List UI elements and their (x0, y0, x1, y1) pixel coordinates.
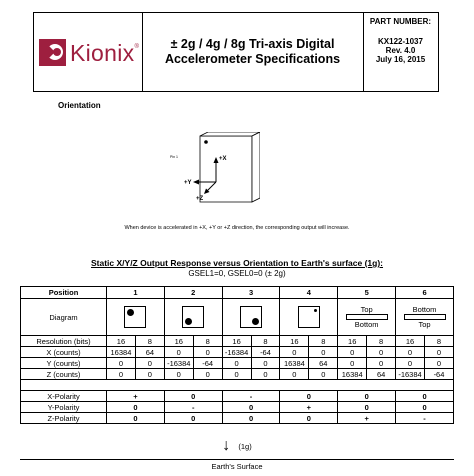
table-cell: 16 (107, 336, 136, 347)
table-cell: 0 (367, 347, 396, 358)
static-output-title: Static X/Y/Z Output Response versus Orientation to Earth's surface (1g): (90, 258, 384, 268)
polarity-cell: 0 (280, 413, 338, 424)
pin1-label: Pin 1 (170, 155, 178, 159)
table-cell: 0 (193, 369, 222, 380)
revision-date: July 16, 2015 (375, 55, 426, 64)
row-label: X (counts) (21, 347, 107, 358)
table-cell: 0 (280, 369, 309, 380)
position-1: 1 (107, 287, 165, 299)
table-cell: -16384 (396, 369, 425, 380)
earth-surface-label: Earth's Surface (211, 462, 263, 471)
package-square (240, 306, 262, 328)
static-output-subtitle: GSEL1=0, GSEL0=0 (± 2g) (188, 269, 286, 278)
table-cell: 64 (135, 347, 164, 358)
row-label: Z (counts) (21, 369, 107, 380)
polarity-row (21, 402, 454, 413)
table-cell: -16384 (164, 358, 193, 369)
table-cell: 16384 (107, 347, 136, 358)
table-cell: -64 (424, 369, 453, 380)
polarity-cell: - (164, 402, 222, 413)
p6-top-label: Bottom (412, 305, 437, 314)
diagram-position-5 (338, 299, 396, 336)
table-cell: -16384 (222, 347, 251, 358)
package-square (124, 306, 146, 328)
table-cell: 8 (193, 336, 222, 347)
logo-cell (34, 13, 143, 91)
x-axis-label: +X (219, 156, 227, 162)
table-cell: 0 (107, 369, 136, 380)
table-cell: 0 (193, 347, 222, 358)
polarity-cell: 0 (396, 402, 454, 413)
p5-bottom-label: Bottom (354, 320, 379, 329)
position-3: 3 (222, 287, 280, 299)
polarity-row (21, 391, 454, 402)
kionix-logo: Kionix® (70, 40, 140, 66)
pin1-dot (252, 318, 259, 325)
row-label: Y (counts) (21, 358, 107, 369)
polarity-cell: + (338, 413, 396, 424)
polarity-cell: 0 (338, 391, 396, 402)
table-cell: 0 (338, 347, 367, 358)
part-number: KX122-1037 (378, 37, 423, 46)
revision: Rev. 4.0 (385, 46, 416, 55)
output-response-table (20, 286, 454, 424)
polarity-cell: 0 (164, 413, 222, 424)
kionix-logo-icon (39, 39, 66, 66)
package-side (252, 132, 260, 202)
table-row (21, 347, 454, 358)
polarity-cell: 0 (222, 402, 280, 413)
table-spacer (21, 380, 454, 391)
pin1-dot (314, 309, 317, 312)
polarity-cell: 0 (280, 391, 338, 402)
polarity-cell: - (396, 413, 454, 424)
table-cell: 0 (280, 347, 309, 358)
position-label: Position (21, 287, 107, 299)
table-cell: 0 (222, 358, 251, 369)
table-cell: 16384 (280, 358, 309, 369)
package-square (182, 306, 204, 328)
table-cell: -64 (251, 347, 280, 358)
position-2: 2 (164, 287, 222, 299)
table-cell: 0 (107, 358, 136, 369)
gravity-label: (1g) (238, 441, 252, 451)
part-number-label: PART NUMBER: (369, 17, 432, 26)
diagram-position-6 (396, 299, 454, 336)
table-cell: 16 (222, 336, 251, 347)
polarity-label: Z-Polarity (21, 413, 107, 424)
table-cell: 8 (424, 336, 453, 347)
p6-bottom-label: Top (418, 320, 431, 329)
table-cell: 0 (164, 369, 193, 380)
diagram-position-4 (280, 299, 338, 336)
table-cell: 16 (396, 336, 425, 347)
position-6: 6 (396, 287, 454, 299)
polarity-cell: + (107, 391, 165, 402)
orientation-diagram (170, 132, 260, 214)
table-cell: 0 (367, 358, 396, 369)
orientation-heading: Orientation (58, 101, 101, 110)
row-label: Resolution (bits) (21, 336, 107, 347)
down-arrow-icon: ↓ (222, 437, 231, 454)
polarity-cell: 0 (396, 391, 454, 402)
document-title (142, 13, 364, 91)
table-row (21, 369, 454, 380)
polarity-cell: 0 (164, 391, 222, 402)
position-4: 4 (280, 287, 338, 299)
y-axis-arrowhead (193, 180, 199, 185)
diagram-position-3 (222, 299, 280, 336)
position-row (21, 287, 454, 299)
polarity-label: Y-Polarity (21, 402, 107, 413)
table-cell: 0 (222, 369, 251, 380)
part-number-cell (363, 13, 438, 91)
package-top (200, 132, 260, 136)
table-cell: 0 (251, 358, 280, 369)
table-cell: 64 (367, 369, 396, 380)
table-cell: 16384 (338, 369, 367, 380)
polarity-cell: 0 (222, 413, 280, 424)
table-cell: 0 (309, 369, 338, 380)
table-cell: 0 (135, 369, 164, 380)
orientation-caption: When device is accelerated in +X, +Y or +Z direction, the corresponding output will increase. (124, 225, 350, 231)
table-cell: 0 (396, 347, 425, 358)
table-cell: 0 (424, 358, 453, 369)
table-cell: 0 (396, 358, 425, 369)
earth-surface-line (20, 459, 454, 460)
pin1-dot (185, 318, 192, 325)
table-cell: 0 (135, 358, 164, 369)
table-cell: -64 (193, 358, 222, 369)
table-row (21, 358, 454, 369)
position-5: 5 (338, 287, 396, 299)
table-cell: 8 (309, 336, 338, 347)
table-cell: 8 (367, 336, 396, 347)
table-cell: 0 (338, 358, 367, 369)
polarity-cell: 0 (107, 413, 165, 424)
p5-top-label: Top (360, 305, 373, 314)
polarity-cell: + (280, 402, 338, 413)
table-cell: 16 (338, 336, 367, 347)
package-square (298, 306, 320, 328)
table-cell: 16 (164, 336, 193, 347)
diagram-position-1 (107, 299, 165, 336)
title-line-1: ± 2g / 4g / 8g Tri-axis Digital (170, 37, 335, 51)
table-cell: 0 (309, 347, 338, 358)
title-line-2: Accelerometer Specifications (164, 52, 341, 66)
table-cell: 8 (135, 336, 164, 347)
gravity-indicator (0, 437, 474, 455)
table-cell: 0 (164, 347, 193, 358)
y-axis-label: +Y (184, 180, 192, 186)
diagram-position-2 (164, 299, 222, 336)
pin1-dot (127, 309, 134, 316)
pin1-dot (204, 140, 208, 144)
polarity-label: X-Polarity (21, 391, 107, 402)
polarity-cell: 0 (338, 402, 396, 413)
polarity-row (21, 413, 454, 424)
table-cell: 0 (251, 369, 280, 380)
table-cell: 16 (280, 336, 309, 347)
table-cell: 8 (251, 336, 280, 347)
diagram-row (21, 299, 454, 336)
document-header (33, 12, 439, 92)
table-cell: 0 (424, 347, 453, 358)
polarity-cell: - (222, 391, 280, 402)
polarity-cell: 0 (107, 402, 165, 413)
table-row (21, 336, 454, 347)
diagram-label: Diagram (21, 299, 107, 336)
z-axis-label: +Z (196, 196, 204, 202)
table-cell: 64 (309, 358, 338, 369)
